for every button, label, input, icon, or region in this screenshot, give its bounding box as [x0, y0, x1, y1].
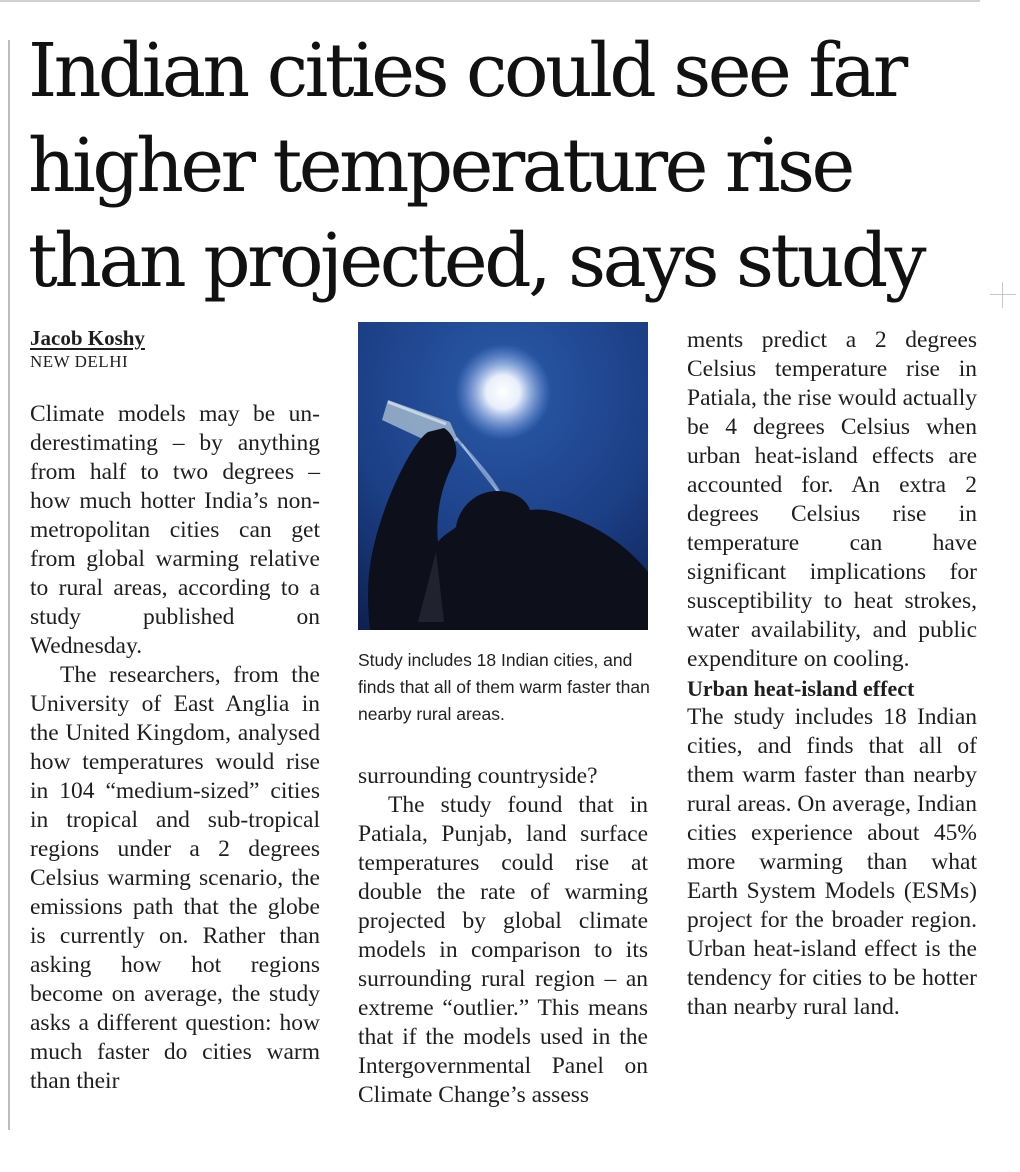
column-rule: [8, 40, 10, 1130]
subheading: Urban heat-island effect: [687, 676, 915, 701]
column-2: [358, 762, 648, 1110]
photo-caption: Study includes 18 Indian cities, and finds that all of them warm faster than nearby rural areas.: [358, 650, 650, 724]
top-rule: [0, 0, 980, 2]
dateline: NEW DELHI: [30, 352, 129, 371]
paragraph: surrounding countryside?: [358, 763, 598, 789]
paragraph: The study includes 18 Indian cities, and finds that all of them warm faster than nearby rural areas. On average, Indian cities experience about 45% more warming than what Earth System Models (ESMs) project for the broader region. Urban heat-island effect is the tendency for cities to be hotter than nearby rural land.: [687, 704, 977, 1020]
paragraph: The researchers, from the University of East Anglia in the United Kingdom, analysed how temperatures would rise in 104 “medium-sized” cities in tropical and sub-tropical regions under a 2 degrees Celsius warming scenario, the emissions path that the globe is currently on. Rather than asking how hot regions become on average, the study asks a different question: how much faster do cities warm than their: [30, 662, 320, 1094]
sun-icon: [455, 344, 551, 440]
headline: Indian cities could see far higher temperature rise than projected, says study: [28, 28, 924, 304]
article-photo: [358, 322, 648, 630]
paragraph: ments predict a 2 degrees Celsius temperature rise in Patiala, the rise would actually be 4 degrees Celsius when urban heat-island effects are accounted for. An extra 2 degrees Celsius rise in temperature can have significant implications for susceptibility to heat strokes, water availability, and public expenditure on cooling.: [687, 327, 977, 672]
paragraph: The study found that in Patiala, Punjab, land surface temperatures could rise at double the rate of warming projected by global climate models in comparison to its surrounding rural region – an extreme “outlier.” This means that if the models used in the Intergovernmental Panel on Climate Change’s assess: [358, 792, 648, 1108]
column-1: [30, 326, 320, 1096]
byline[interactable]: Jacob Koshy: [30, 326, 145, 350]
column-3: [687, 326, 977, 1022]
crop-mark-icon: [990, 282, 1016, 308]
paragraph: Climate models may be underestimating – by anything from half to two degrees – how much hotter India’s non-metropolitan cities can get from global warming relative to rural areas, according to a study published on Wednesday.: [30, 401, 320, 659]
